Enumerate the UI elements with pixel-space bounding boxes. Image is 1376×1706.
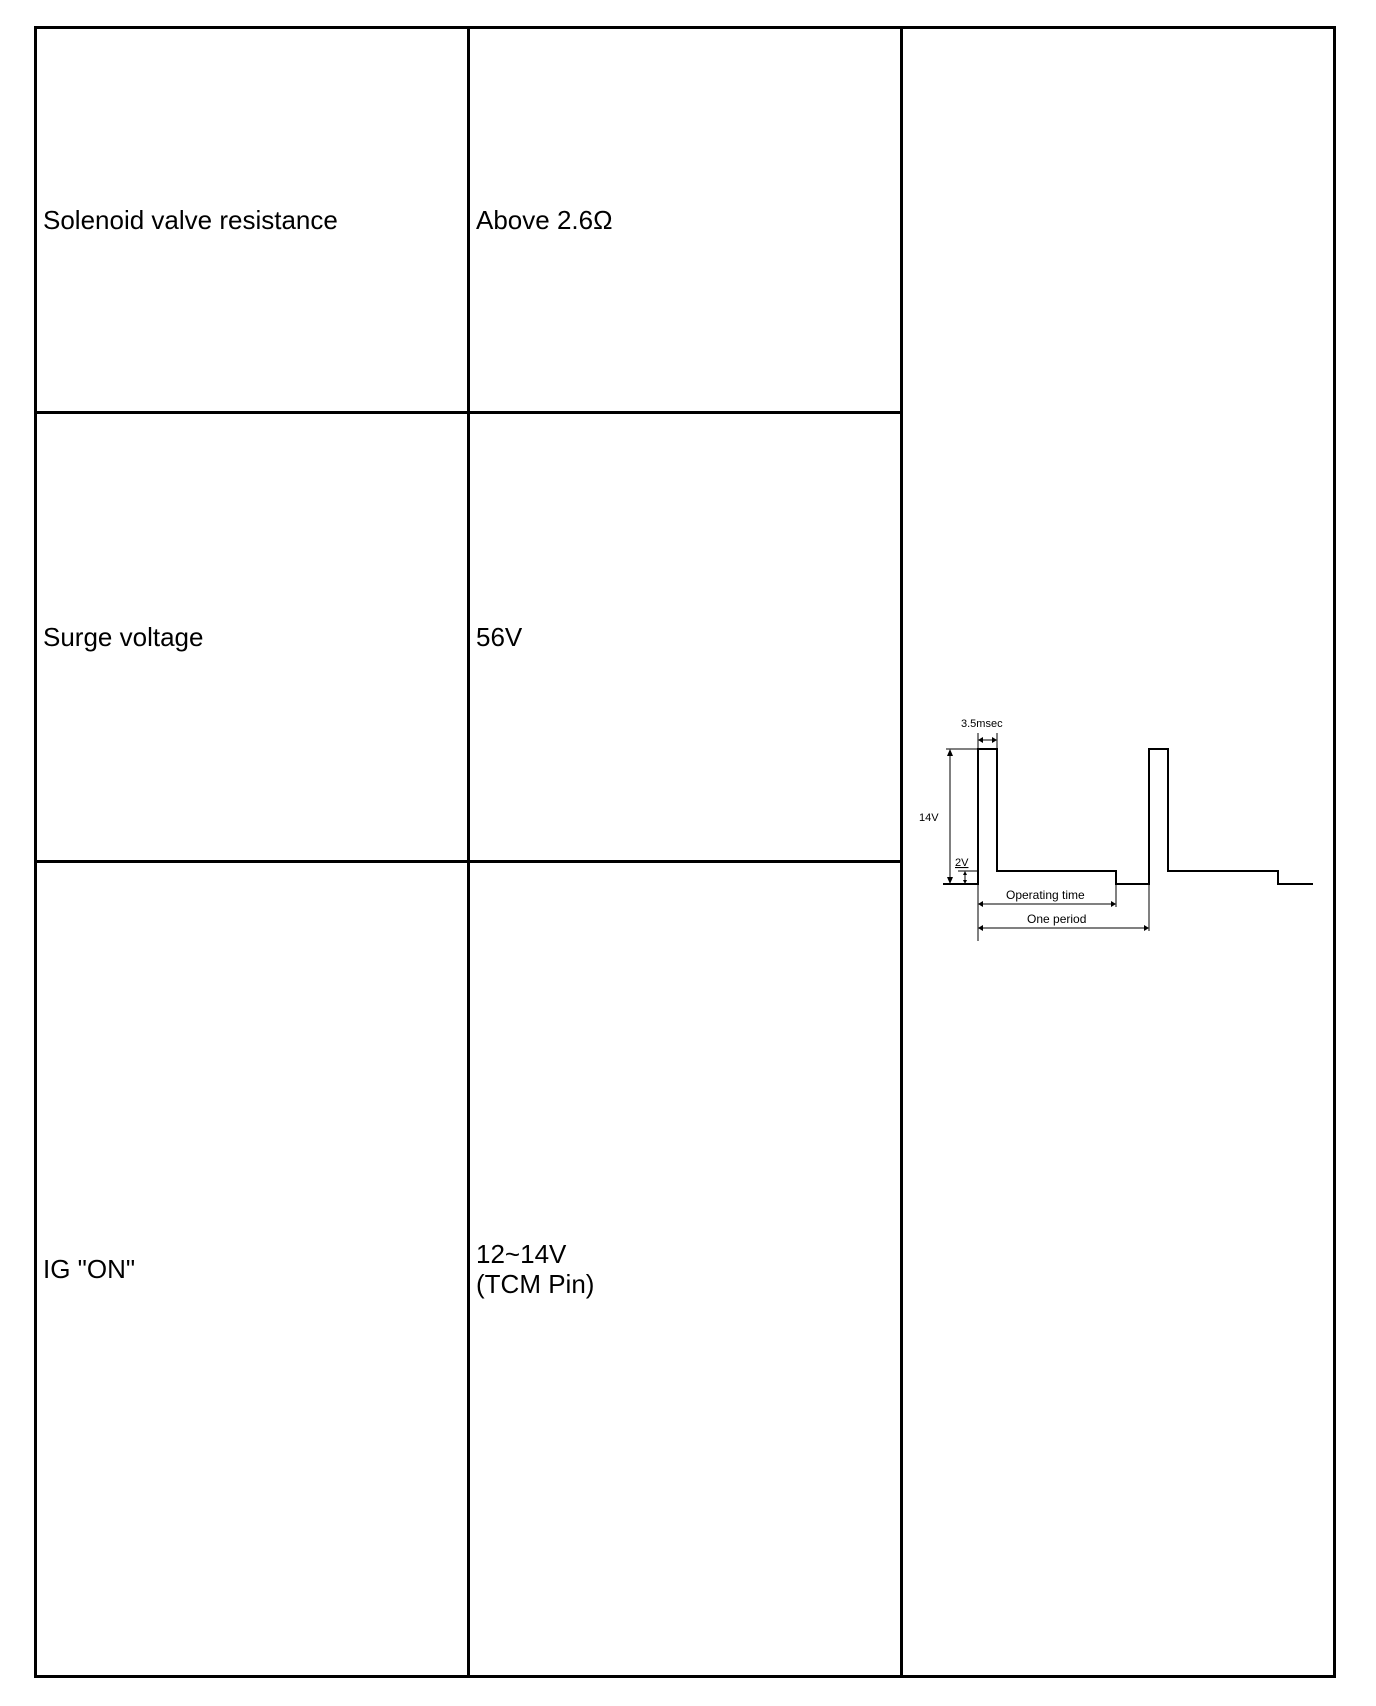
spec-cell	[469, 28, 902, 413]
arrow-head	[947, 749, 953, 756]
arrow-head	[1111, 901, 1116, 907]
spec-cell	[469, 413, 902, 862]
arrow-head	[1144, 925, 1149, 931]
arrow-head	[978, 901, 983, 907]
high-voltage-label: 14V	[919, 812, 939, 824]
arrow-head	[992, 737, 997, 743]
low-voltage-label: 2V	[955, 857, 969, 869]
pulse-width-label: 3.5msec	[961, 718, 1003, 730]
arrow-head	[947, 877, 953, 884]
arrow-head	[978, 737, 983, 743]
spec-value: Above 2.6Ω	[476, 205, 613, 235]
waveform-trace	[943, 749, 1313, 884]
spec-cell	[469, 862, 902, 1677]
table-row	[36, 28, 1335, 413]
solenoid-spec-table	[34, 26, 1336, 1678]
arrow-head	[978, 925, 983, 931]
waveform-cell	[902, 28, 1335, 1677]
waveform-diagram	[903, 29, 1333, 1675]
spec-value: 56V	[476, 622, 523, 652]
item-cell	[36, 862, 469, 1677]
operating-time-label: Operating time	[1006, 888, 1085, 902]
spec-value: 12~14V (TCM Pin)	[476, 1239, 595, 1299]
item-label: IG "ON"	[43, 1254, 136, 1284]
item-cell	[36, 28, 469, 413]
one-period-label: One period	[1027, 912, 1087, 926]
item-label: Surge voltage	[43, 622, 204, 652]
item-label: Solenoid valve resistance	[43, 205, 338, 235]
arrow-head	[963, 871, 967, 875]
waveform-svg	[903, 29, 1333, 1669]
item-cell	[36, 413, 469, 862]
